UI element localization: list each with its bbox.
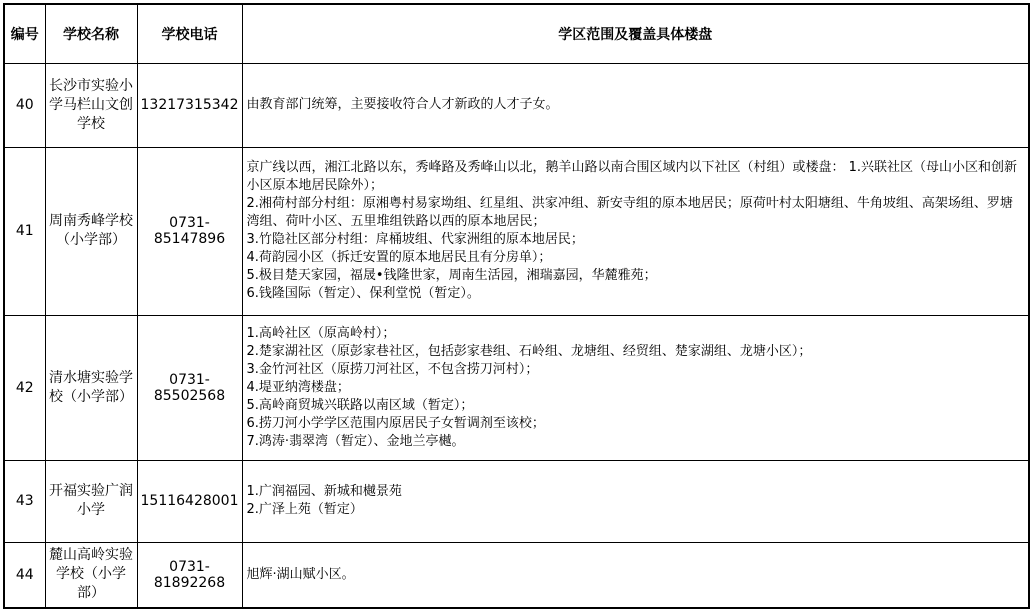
school-name-cell: 周南秀峰学校（小学部） (45, 147, 137, 315)
row-id-cell: 42 (4, 315, 45, 460)
table-row (4, 542, 1029, 608)
district-range-cell (242, 63, 1029, 147)
detail-line: 5.极目楚天家园，福晟•钱隆世家，周南生活园，湘瑞嘉园，华麓雅苑； (246, 268, 657, 283)
detail-line: 4.堤亚纳湾楼盘； (246, 379, 350, 395)
detail-line: 6.钱隆国际（暂定）、保利堂悦（暂定）。 (246, 286, 480, 301)
school-name-cell: 麓山高岭实验学校（小学部） (45, 542, 137, 608)
header-school-phone: 学校电话 (137, 4, 242, 63)
school-name-cell: 长沙市实验小学马栏山文创学校 (45, 63, 137, 147)
detail-line: 6.捞刀河小学学区范围内原居民子女暂调剂至该校； (246, 415, 545, 431)
detail-line: 3.金竹河社区（原捞刀河社区，不包含捞刀河村）； (246, 361, 539, 377)
district-range-cell (242, 542, 1029, 608)
row-id-cell: 44 (4, 542, 45, 608)
detail-line: 1.高岭社区（原高岭村）； (246, 325, 396, 341)
detail-line: 2.广泽上苑（暂定） (246, 502, 363, 517)
table-row (4, 460, 1029, 542)
detail-line: 3.竹隐社区部分村组：戽桶坡组、代家洲组的原本地居民； (246, 232, 584, 247)
table-row (4, 315, 1029, 460)
school-phone-cell: 15116428001 (137, 460, 242, 542)
row-id-cell: 40 (4, 63, 45, 147)
detail-line: 2.湘荷村部分村组：原湘粤村易家坳组、红星组、洪家冲组、新安寺组的原本地居民；原荷叶村太阳塘组、牛角坡组、高架场组、罗塘湾组、荷叶小区、五里堆组铁路以西的原本地居民； (246, 196, 1013, 229)
detail-line: 7.鸿涛·翡翠湾（暂定）、金地兰亭樾。 (246, 433, 465, 449)
detail-line: 2.楚家湖社区（原彭家巷社区，包括彭家巷组、石岭组、龙塘组、经贸组、楚家湖组、龙塘小区）； (246, 343, 812, 359)
header-id: 编号 (4, 4, 45, 63)
district-range-cell (242, 147, 1029, 315)
school-name-cell: 开福实验广润小学 (45, 460, 137, 542)
school-phone-cell: 13217315342 (137, 63, 242, 147)
table-row (4, 63, 1029, 147)
header-school-name: 学校名称 (45, 4, 137, 63)
detail-line: 5.高岭商贸城兴联路以南区域（暂定）； (246, 397, 474, 413)
row-id-cell: 43 (4, 460, 45, 542)
school-district-table (3, 3, 1030, 609)
school-phone-cell: 0731-81892268 (137, 542, 242, 608)
table-row (4, 147, 1029, 315)
district-range-cell (242, 460, 1029, 542)
row-id-cell: 41 (4, 147, 45, 315)
detail-line: 京广线以西，湘江北路以东，秀峰路及秀峰山以北，鹅羊山路以南合围区域内以下社区（村组）或楼盘： 1.兴联社区（母山小区和创新小区原本地居民除外）； (246, 160, 1018, 193)
header-row (4, 4, 1029, 63)
school-phone-cell: 0731-85502568 (137, 315, 242, 460)
detail-line: 4.荷韵园小区（拆迁安置的原本地居民且有分房单）； (246, 250, 552, 265)
school-name-cell: 清水塘实验学校（小学部） (45, 315, 137, 460)
detail-line: 由教育部门统筹，主要接收符合人才新政的人才子女。 (246, 97, 559, 112)
district-range-cell (242, 315, 1029, 460)
detail-line: 1.广润福园、新城和樾景苑 (246, 484, 402, 499)
school-phone-cell: 0731-85147896 (137, 147, 242, 315)
header-district-range: 学区范围及覆盖具体楼盘 (242, 4, 1029, 63)
detail-line: 旭辉·湖山赋小区。 (246, 566, 355, 582)
